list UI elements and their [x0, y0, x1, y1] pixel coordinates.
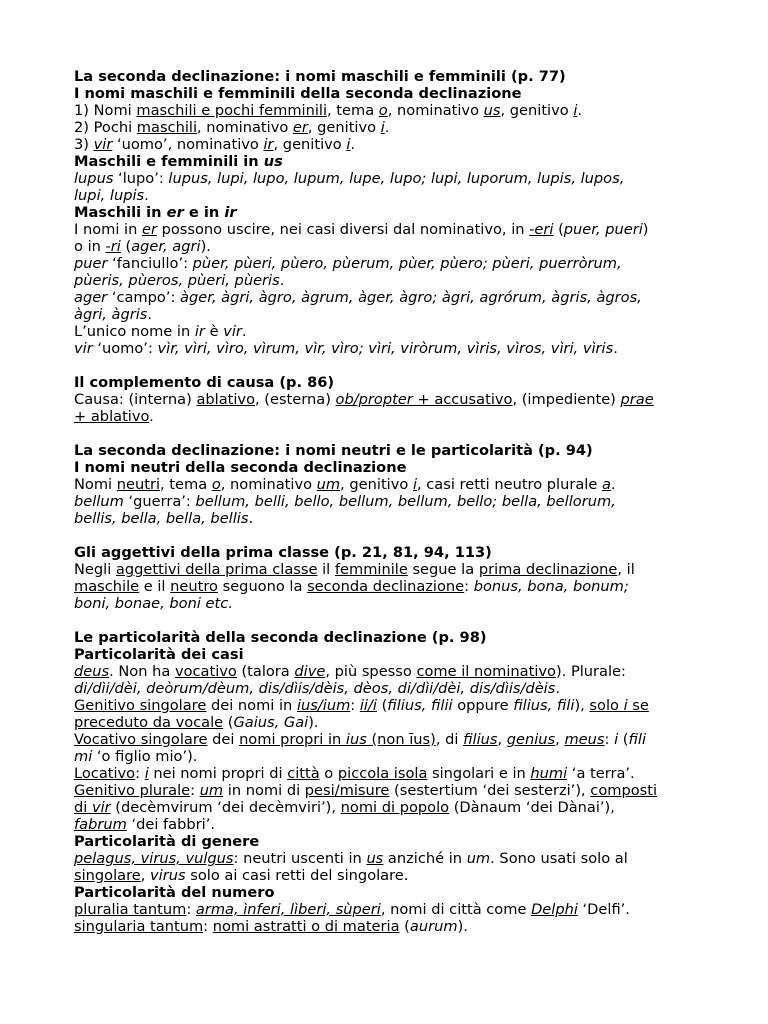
section-heading — [74, 459, 702, 476]
text-run: ‘a terra’. — [567, 765, 635, 782]
text-run: segue la — [407, 561, 479, 578]
text-run: prima declinazione — [478, 561, 618, 578]
text-run: oppure — [452, 697, 514, 714]
text-run: nomi di popolo — [340, 799, 450, 816]
text-line — [74, 187, 702, 204]
text-run: , genitivo — [273, 136, 347, 153]
text-run: , nominativo — [197, 119, 293, 136]
section-heading — [74, 204, 702, 221]
text-run: pluralia tantum — [74, 901, 187, 918]
text-run: : — [604, 731, 615, 748]
text-run: ‘o figlio mio’). — [92, 748, 198, 765]
text-run: filius, filii — [387, 697, 453, 714]
text-run: ager — [74, 289, 108, 306]
text-run: Gli aggettivi della prima classe (p. 21, 81, 94, 113) — [74, 544, 492, 561]
text-run: ‘guerra’: — [123, 493, 196, 510]
text-run: aggettivi della prima classe — [115, 561, 318, 578]
text-line — [74, 595, 702, 612]
text-run: : neutri uscenti in — [233, 850, 367, 867]
text-run: neutri — [116, 476, 161, 493]
text-run: Il complemento di causa (p. 86) — [74, 374, 335, 391]
text-line — [74, 170, 702, 187]
text-run: nomi astratti o di materia — [212, 918, 400, 935]
text-run: vocativo — [174, 663, 237, 680]
text-run: ‘lupo’: — [113, 170, 169, 187]
text-run: . Sono usati solo al — [490, 850, 628, 867]
text-run: + accusativo — [412, 391, 513, 408]
text-run: di/dìi/dèi, deòrum/dèum, dis/dìis/dèis, dèos, di/dìi/dèi, dis/dìis/dèis — [74, 680, 556, 697]
text-run: prae — [620, 391, 654, 408]
text-run: maschile — [74, 578, 140, 595]
text-run: er — [166, 204, 184, 221]
text-run: : — [190, 782, 200, 799]
text-run: 2) Pochi — [74, 119, 137, 136]
text-line — [74, 136, 702, 153]
text-run: maschili — [136, 119, 197, 136]
text-run: seguono la — [217, 578, 308, 595]
text-run: , tema — [160, 476, 212, 493]
text-line — [74, 680, 702, 697]
text-run: lupus — [74, 170, 114, 187]
text-run: i — [346, 136, 351, 153]
text-run: Maschili e femminili in — [74, 153, 264, 170]
text-run: puer — [74, 255, 108, 272]
text-line — [74, 561, 702, 578]
text-run: ir — [263, 136, 274, 153]
text-run: ). Plurale: — [555, 663, 626, 680]
text-run: ‘campo’: — [107, 289, 181, 306]
text-run: Causa: (interna) — [74, 391, 197, 408]
blank-line — [74, 527, 702, 544]
text-run: Locativo — [74, 765, 136, 782]
text-run: nomi propri in — [239, 731, 346, 748]
text-run: , genitivo — [500, 102, 574, 119]
text-run: mi — [74, 748, 93, 765]
text-run: Delphi — [531, 901, 578, 918]
text-run: pelagus, virus, vulgus — [74, 850, 234, 867]
text-run: us — [366, 850, 384, 867]
text-run: il — [317, 561, 335, 578]
text-line — [74, 901, 702, 918]
text-run: vir — [223, 323, 242, 340]
text-run: ‘uomo’, nominativo — [112, 136, 264, 153]
text-run: pùer, pùeri, pùero, pùerum, pùer, pùero; pùeri, puerròrum, — [192, 255, 622, 272]
text-line — [74, 799, 702, 816]
text-run: e il — [139, 578, 171, 595]
text-run: I nomi in — [74, 221, 142, 238]
text-run: . — [279, 272, 285, 289]
text-run: àgri, àgris — [74, 306, 148, 323]
text-run: vir — [74, 340, 93, 357]
text-run: singularia tantum — [74, 918, 204, 935]
text-run: ( — [376, 697, 388, 714]
text-line — [74, 102, 702, 119]
text-run: I nomi neutri della seconda declinazione — [74, 459, 407, 476]
text-run: bonus, bona, bonum; — [473, 578, 629, 595]
text-run: : — [464, 578, 474, 595]
text-run: come il nominativo — [416, 663, 556, 680]
text-run: . — [241, 323, 247, 340]
text-run: Particolarità del numero — [74, 884, 275, 901]
text-run: composti — [590, 782, 658, 799]
text-run: anziché in — [383, 850, 467, 867]
text-run: (decèmvirum ‘dei decèmviri’), — [110, 799, 341, 816]
text-run: città — [287, 765, 320, 782]
blank-line — [74, 425, 702, 442]
text-run: femminile — [334, 561, 408, 578]
text-line — [74, 493, 702, 510]
text-run: è — [204, 323, 224, 340]
text-run: : — [186, 901, 196, 918]
text-run: piccola isola — [337, 765, 428, 782]
text-run: o in — [74, 238, 106, 255]
text-run: vìr, vìri, vìro, vìrum, vìr, vìro; vìri, viròrum, vìris, vìros, vìri, vìris — [157, 340, 614, 357]
text-line — [74, 782, 702, 799]
text-line — [74, 765, 702, 782]
text-run: ‘Delfi’. — [577, 901, 630, 918]
text-line — [74, 272, 702, 289]
text-run: i — [380, 119, 385, 136]
text-run: L’unico nome in — [74, 323, 195, 340]
text-run: um — [316, 476, 341, 493]
text-run: ( — [618, 731, 629, 748]
text-line — [74, 476, 702, 493]
text-run: Gaius, Gai — [233, 714, 309, 731]
text-run: i — [144, 765, 149, 782]
text-run: , — [140, 867, 151, 884]
text-run: i — [614, 731, 619, 748]
text-run: seconda declinazione — [307, 578, 465, 595]
text-run: ). — [308, 714, 319, 731]
text-run: , (impediente) — [512, 391, 621, 408]
text-run: ( — [223, 714, 234, 731]
text-run: , — [555, 731, 565, 748]
text-run: , tema — [327, 102, 379, 119]
text-run: . — [147, 306, 153, 323]
text-run: Maschili in — [74, 204, 167, 221]
text-run: filius — [463, 731, 498, 748]
text-run: ir — [194, 323, 205, 340]
text-run: bellum, belli, bello, bellum, bellum, bello; bella, bellorum, — [195, 493, 616, 510]
text-run: um — [466, 850, 491, 867]
text-run: , nominativo — [220, 476, 317, 493]
text-line — [74, 119, 702, 136]
section-heading — [74, 442, 702, 459]
text-run: lupi, lupis — [74, 187, 145, 204]
section-heading — [74, 629, 702, 646]
text-run: (non īus) — [366, 731, 436, 748]
text-line — [74, 323, 702, 340]
section-heading — [74, 374, 702, 391]
section-heading — [74, 153, 702, 170]
text-line — [74, 255, 702, 272]
text-run: Le particolarità della seconda declinazione (p. 98) — [74, 629, 487, 646]
text-run: solo ai casi retti del singolare. — [185, 867, 409, 884]
text-run: meus — [564, 731, 605, 748]
text-run: lupus, lupi, lupo, lupum, lupe, lupo; lupi, luporum, lupis, lupos, — [168, 170, 625, 187]
text-run: i — [623, 697, 628, 714]
text-run: filius, fili — [513, 697, 575, 714]
text-run: di — [74, 799, 92, 816]
text-run: , (esterna) — [255, 391, 336, 408]
text-line — [74, 408, 702, 425]
text-run: dei — [207, 731, 240, 748]
text-run: puer, pueri — [563, 221, 643, 238]
text-run: pùeris, pùeros, pùeri, pùeris — [74, 272, 280, 289]
text-run: neutro — [170, 578, 218, 595]
text-run: Negli — [74, 561, 116, 578]
text-run: : — [135, 765, 145, 782]
text-run: . — [577, 102, 583, 119]
text-line — [74, 510, 702, 527]
text-run: (sestertium ‘dei sesterzi’), — [389, 782, 591, 799]
text-run: Vocativo singolare — [74, 731, 208, 748]
text-run: (Dànaum ‘dei Dànai’), — [449, 799, 615, 816]
text-run: ) — [642, 221, 649, 238]
section-heading — [74, 884, 702, 901]
text-run: . — [384, 119, 390, 136]
text-run: ii/i — [359, 697, 377, 714]
section-heading — [74, 833, 702, 850]
text-run: -ri — [105, 238, 121, 255]
text-run: I nomi maschili e femminili della seconda declinazione — [74, 85, 522, 102]
text-run: . — [149, 408, 154, 425]
text-run: ). — [457, 918, 468, 935]
text-run: àger, àgri, àgro, àgrum, àger, àgro; àgri, agrórum, àgris, àgros, — [180, 289, 642, 306]
text-run: vir — [91, 799, 111, 816]
text-run: boni, bonae, boni etc. — [74, 595, 233, 612]
text-line — [74, 340, 702, 357]
text-run: fili — [628, 731, 647, 748]
text-run: i — [412, 476, 417, 493]
text-run: -eri — [529, 221, 554, 238]
text-run: . — [613, 340, 618, 357]
text-run: e in — [183, 204, 225, 221]
text-line — [74, 816, 702, 833]
text-run: vir — [93, 136, 113, 153]
text-run: La seconda declinazione: i nomi maschili e femminili (p. 77) — [74, 68, 566, 85]
text-run: , genitivo — [340, 476, 413, 493]
section-heading — [74, 544, 702, 561]
text-run: Nomi — [74, 476, 117, 493]
text-run: ablativo — [196, 391, 255, 408]
text-run: , il — [617, 561, 635, 578]
text-line — [74, 918, 702, 935]
text-run: . — [248, 510, 254, 527]
text-run: , di — [435, 731, 464, 748]
text-run: o — [378, 102, 388, 119]
text-run: La seconda declinazione: i nomi neutri e le particolarità (p. 94) — [74, 442, 593, 459]
text-run: o — [319, 765, 338, 782]
text-line — [74, 748, 702, 765]
text-run: , casi retti neutro plurale — [417, 476, 602, 493]
text-run: (talora — [236, 663, 295, 680]
text-run: possono uscire, nei casi diversi dal nominativo, in — [156, 221, 530, 238]
text-run: , nominativo — [387, 102, 484, 119]
text-run: preceduto da vocale — [74, 714, 224, 731]
text-run: genius — [506, 731, 556, 748]
text-run: . — [144, 187, 149, 204]
text-run: . — [555, 680, 560, 697]
text-run: dive — [294, 663, 326, 680]
text-line — [74, 697, 702, 714]
text-run: , — [497, 731, 507, 748]
text-run: singolare — [74, 867, 141, 884]
section-heading — [74, 85, 702, 102]
text-run: Genitivo plurale — [74, 782, 191, 799]
text-run: Particolarità di genere — [74, 833, 260, 850]
text-run: i — [573, 102, 578, 119]
text-run: ), — [574, 697, 590, 714]
text-line — [74, 221, 702, 238]
text-run: , genitivo — [307, 119, 381, 136]
text-run: 3) — [74, 136, 94, 153]
text-run: singolari e in — [427, 765, 531, 782]
text-run: : — [203, 918, 213, 935]
text-run: , nomi di città come — [380, 901, 532, 918]
text-run: ( — [399, 918, 410, 935]
text-run: : — [350, 697, 360, 714]
text-run: us — [263, 153, 283, 170]
text-run: fabrum — [74, 816, 127, 833]
text-run: maschili e pochi femminili — [136, 102, 328, 119]
text-run: nei nomi propri di — [148, 765, 288, 782]
text-run: + ablativo — [74, 408, 150, 425]
text-run: er — [292, 119, 308, 136]
text-run: bellum — [74, 493, 124, 510]
text-run: ‘uomo’: — [92, 340, 158, 357]
text-run: bellis, bella, bella, bellis — [74, 510, 249, 527]
text-line — [74, 289, 702, 306]
text-line — [74, 663, 702, 680]
text-run: ( — [120, 238, 132, 255]
text-run: Particolarità dei casi — [74, 646, 244, 663]
text-run: um — [199, 782, 224, 799]
text-run: Genitivo singolare — [74, 697, 207, 714]
text-run: ). — [200, 238, 211, 255]
section-heading — [74, 68, 702, 85]
text-run: ob/propter — [335, 391, 413, 408]
text-run: solo — [589, 697, 624, 714]
text-run: ‘fanciullo’: — [107, 255, 193, 272]
text-line — [74, 731, 702, 748]
blank-line — [74, 612, 702, 629]
blank-line — [74, 357, 702, 374]
text-line — [74, 238, 702, 255]
text-run: arma, ìnferi, lìberi, sùperi — [195, 901, 381, 918]
text-run: . — [610, 476, 616, 493]
text-run: humi — [530, 765, 568, 782]
text-line — [74, 850, 702, 867]
text-run: . — [350, 136, 356, 153]
text-line — [74, 578, 702, 595]
text-run: . Non ha — [109, 663, 175, 680]
text-run: se — [627, 697, 649, 714]
document-body — [74, 68, 702, 935]
text-run: ( — [553, 221, 564, 238]
text-run: ager, agri — [131, 238, 201, 255]
text-run: ‘dei fabbri’. — [126, 816, 215, 833]
text-run: virus — [150, 867, 186, 884]
text-run: 1) Nomi — [74, 102, 137, 119]
text-run: ius — [345, 731, 367, 748]
text-run: , più spesso — [325, 663, 417, 680]
text-run: dei nomi in — [206, 697, 297, 714]
text-line — [74, 391, 702, 408]
text-run: a — [601, 476, 611, 493]
text-run: deus — [74, 663, 110, 680]
text-run: ir — [224, 204, 237, 221]
text-line — [74, 867, 702, 884]
text-run: aurum — [409, 918, 458, 935]
text-run: o — [211, 476, 221, 493]
text-run: pesi/misure — [304, 782, 390, 799]
text-line — [74, 306, 702, 323]
text-run: ius/ium — [296, 697, 351, 714]
text-run: er — [141, 221, 157, 238]
text-run: in nomi di — [223, 782, 305, 799]
text-run: us — [483, 102, 501, 119]
text-line — [74, 714, 702, 731]
section-heading — [74, 646, 702, 663]
